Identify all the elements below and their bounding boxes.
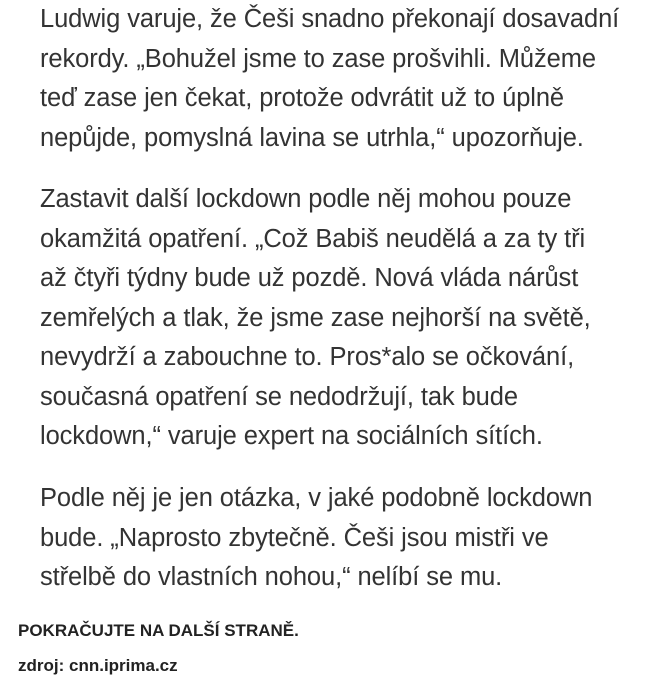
paragraph-line: Podle něj je jen otázka, v jaké podobně lockdown	[40, 484, 593, 512]
paragraph-line: až čtyři týdny bude už pozdě. Nová vláda nárůst	[40, 264, 579, 292]
paragraph-line: teď zase jen čekat, protože odvrátit už to úplně	[40, 84, 565, 112]
paragraph-1	[40, 0, 619, 158]
paragraph-line: střelbě do vlastních nohou,“ nelíbí se mu.	[40, 563, 503, 591]
paragraph-line: lockdown,“ varuje expert na sociálních sítích.	[40, 422, 543, 450]
source-credit: zdroj: cnn.iprima.cz	[18, 656, 178, 675]
paragraph-3	[40, 479, 592, 598]
paragraph-line: Ludwig varuje, že Češi snadno překonají dosavadní	[40, 5, 620, 33]
paragraph-line: současná opatření se nedodržují, tak bude	[40, 382, 518, 411]
paragraph-line: rekordy. „Bohužel jsme to zase prošvihli. Můžeme	[40, 44, 596, 73]
paragraph-line: zemřelých a tlak, že jsme zase nejhorší na světě,	[40, 303, 591, 332]
paragraph-line: okamžitá opatření. „Což Babiš neudělá a za ty tři	[40, 224, 586, 253]
paragraph-line: nepůjde, pomyslná lavina se utrhla,“ upozorňuje.	[40, 123, 584, 152]
continue-next-page-link[interactable]: POKRAČUJTE NA DALŠÍ STRANĚ.	[18, 621, 299, 640]
paragraph-line: Zastavit další lockdown podle něj mohou pouze	[40, 185, 572, 213]
paragraph-2	[40, 180, 591, 457]
paragraph-line: bude. „Naprosto zbytečně. Češi jsou mistři ve	[40, 523, 549, 552]
paragraph-line: nevydrží a zabouchne to. Pros*alo se očkování,	[40, 343, 575, 371]
